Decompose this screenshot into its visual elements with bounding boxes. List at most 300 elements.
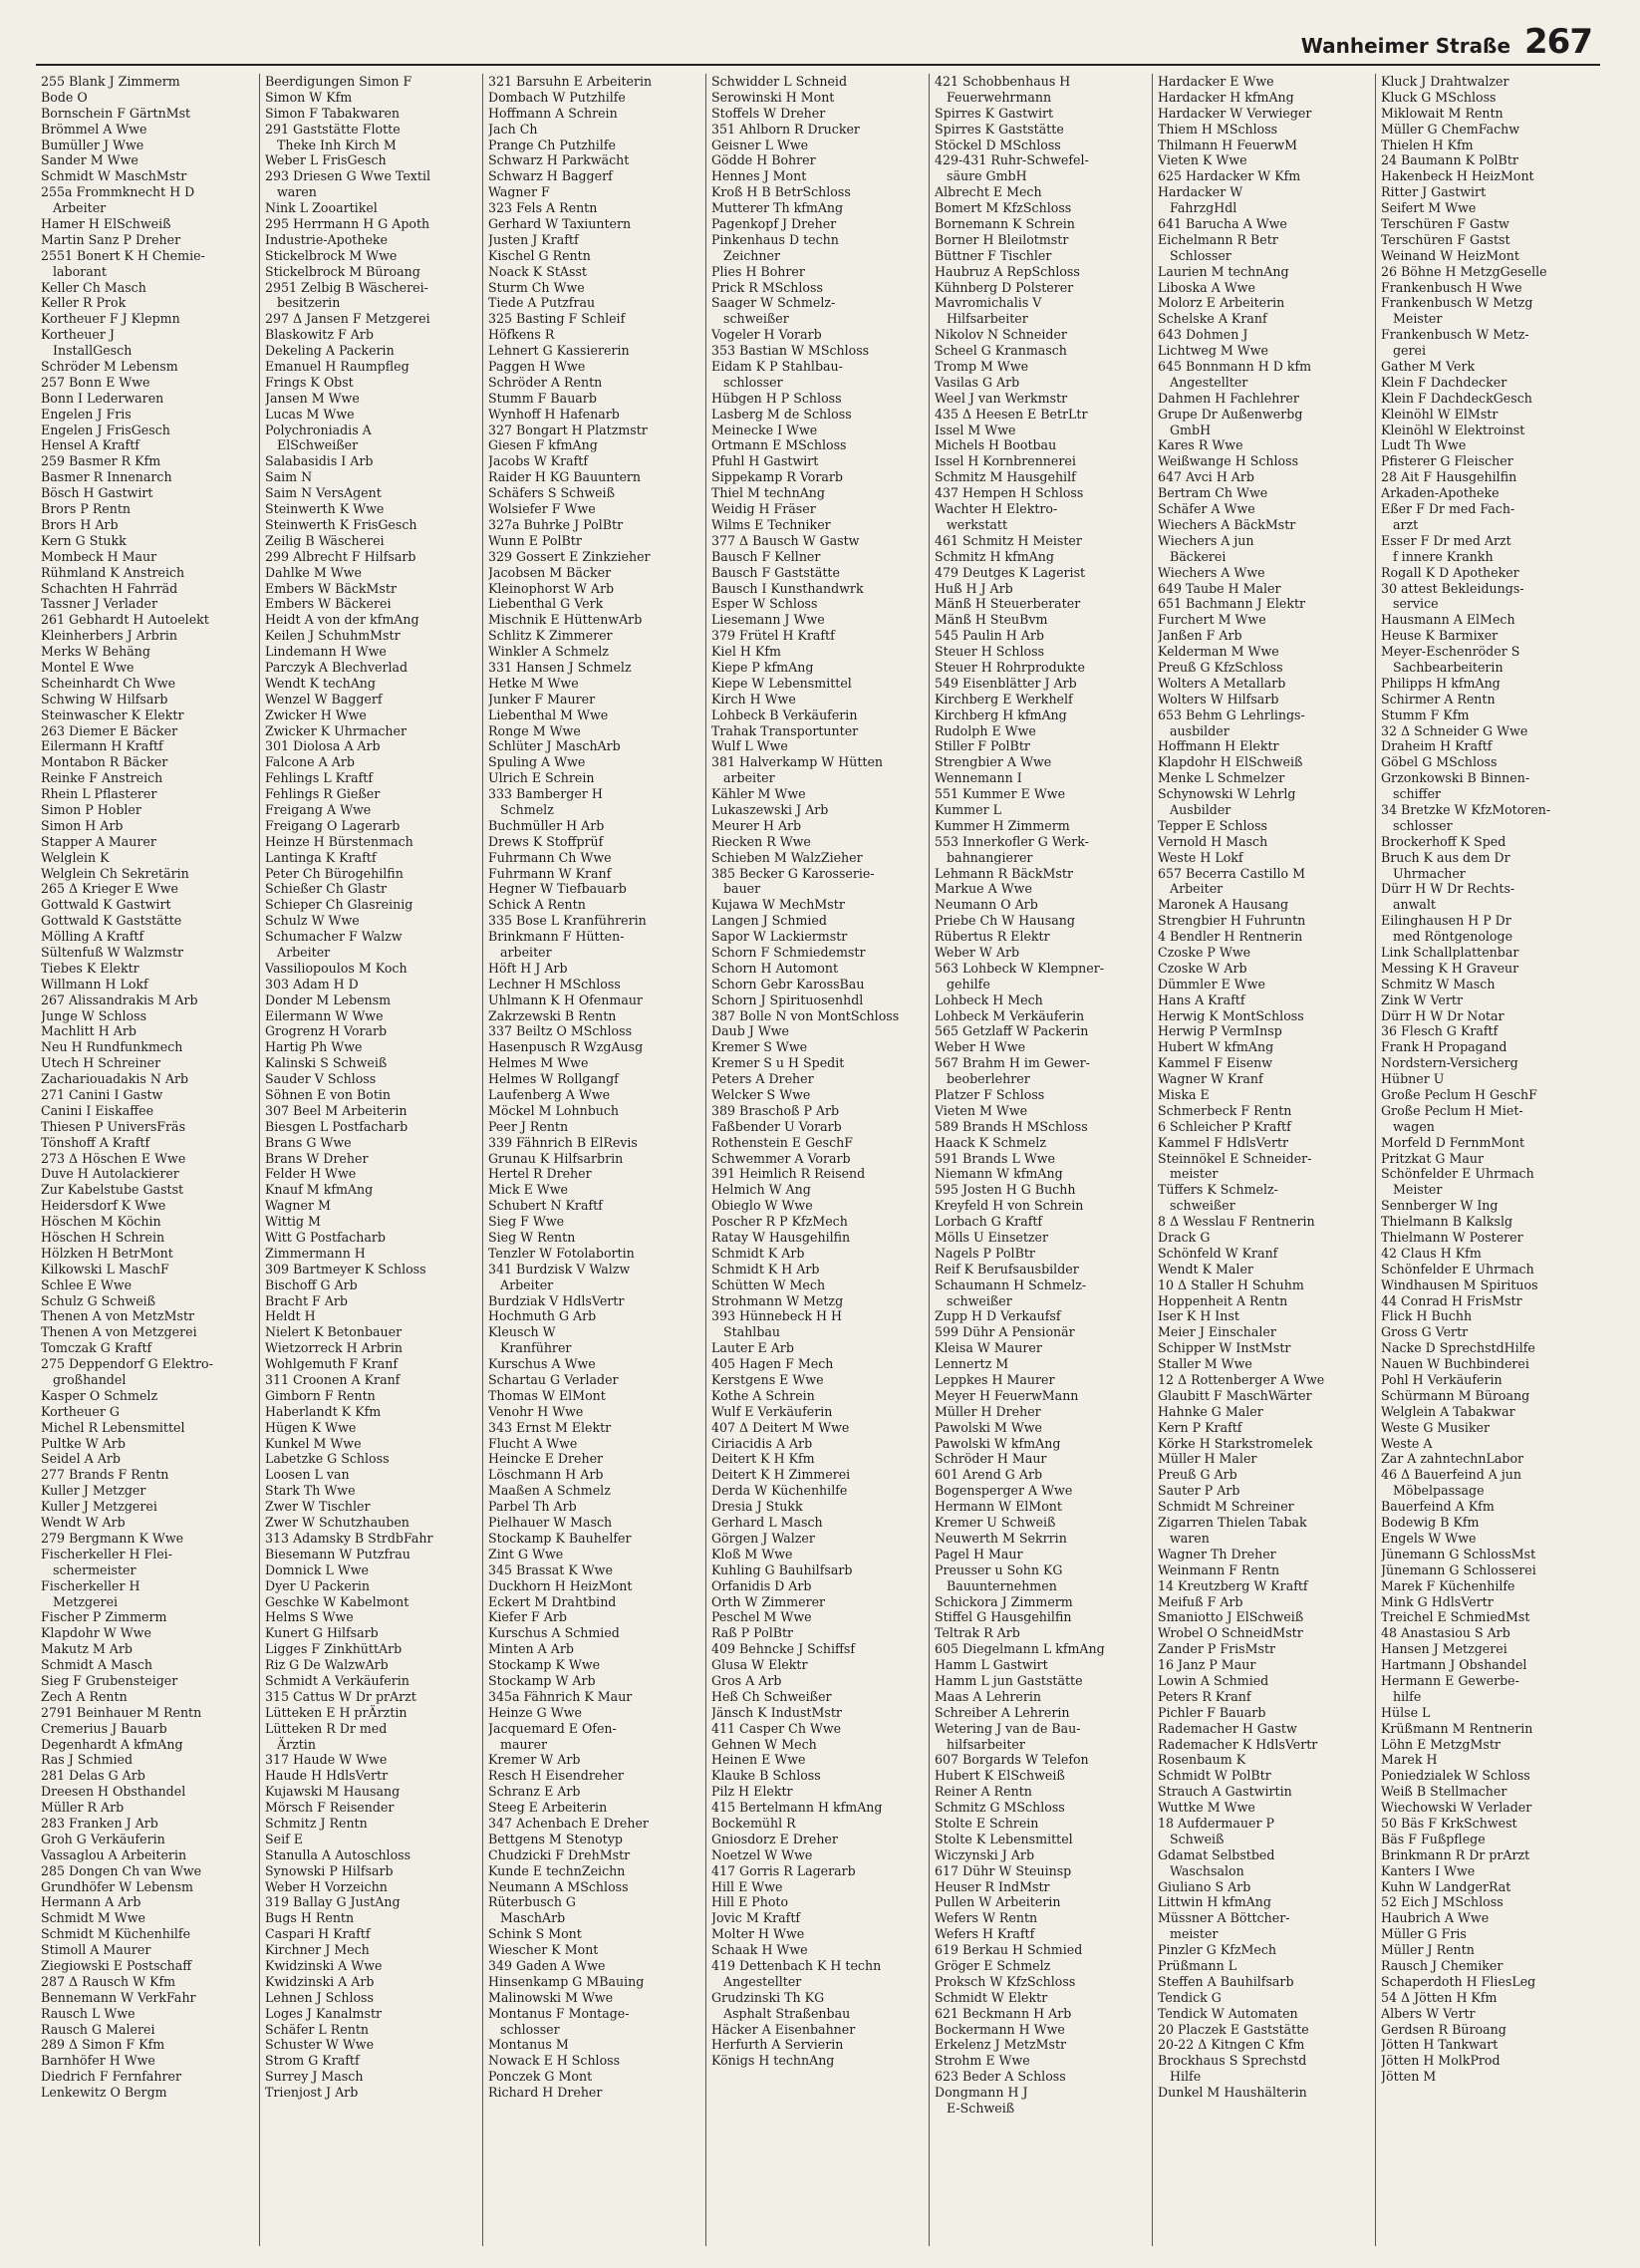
directory-entry: Parczyk A Blechverlad bbox=[265, 659, 409, 675]
directory-entry: Weißwange H Schloss bbox=[1158, 453, 1299, 469]
directory-entry: Helmich W Ang bbox=[711, 1182, 811, 1198]
directory-entry: Wiechers A jun bbox=[1158, 532, 1254, 548]
directory-entry: Zakrzewski B Rentn bbox=[488, 1007, 617, 1023]
directory-entry: Jötten H MolkProd bbox=[1381, 2053, 1501, 2069]
directory-entry: 24 Baumann K PolBtr bbox=[1381, 152, 1518, 168]
directory-entry: Martin Sanz P Dreher bbox=[41, 231, 181, 247]
directory-entry: Dreesen H Obsthandel bbox=[41, 1784, 186, 1800]
directory-entry: Kujawski M Hausang bbox=[265, 1784, 401, 1800]
directory-entry: Kuller J Metzgerei bbox=[41, 1499, 157, 1515]
directory-entry: Fischer P Zimmerm bbox=[41, 1609, 167, 1625]
directory-entry: 4 Bendler H Rentnerin bbox=[1158, 929, 1303, 945]
directory-entry: Czoske W Arb bbox=[1158, 960, 1247, 976]
directory-entry: Issel H Kornbrennerei bbox=[935, 453, 1076, 469]
directory-entry: Menke L Schmelzer bbox=[1158, 770, 1285, 786]
directory-entry: Degenhardt A kfmAng bbox=[41, 1736, 183, 1752]
directory-entry: Miska E bbox=[1158, 1087, 1210, 1102]
directory-entry: Kummer H Zimmerm bbox=[935, 817, 1070, 833]
directory-entry: Kroß H B BetrSchloss bbox=[711, 184, 851, 200]
directory-entry: Hertel R Dreher bbox=[488, 1166, 592, 1182]
directory-entry: FahrzgHdl bbox=[1170, 200, 1237, 216]
directory-entry: Wagner W Kranf bbox=[1158, 1071, 1263, 1087]
directory-entry: Weber L FrisGesch bbox=[265, 152, 387, 168]
directory-entry: Hamer H ElSchweiß bbox=[41, 216, 171, 232]
directory-entry: Mombeck H Maur bbox=[41, 548, 157, 564]
directory-entry: Schranz E Arb bbox=[488, 1784, 581, 1800]
directory-entry: Bettgens M Stenotyp bbox=[488, 1831, 623, 1846]
directory-entry: meister bbox=[1170, 1926, 1219, 1942]
directory-entry: 333 Bamberger H bbox=[488, 786, 603, 802]
directory-entry: 329 Gossert E Zinkzieher bbox=[488, 548, 651, 564]
directory-entry: Freigang O Lagerarb bbox=[265, 817, 401, 833]
directory-entry: Eilinghausen H P Dr bbox=[1381, 913, 1511, 929]
directory-entry: Theke Inh Kirch M bbox=[277, 137, 397, 152]
directory-entry: Zur Kabelstube Gastst bbox=[41, 1182, 184, 1198]
directory-entry: 435 Δ Heesen E BetrLtr bbox=[935, 406, 1088, 422]
directory-entry: 14 Kreutzberg W Kraftf bbox=[1158, 1577, 1308, 1593]
directory-entry: Engels W Wwe bbox=[1381, 1530, 1477, 1546]
directory-entry: Steinwerth K FrisGesch bbox=[265, 516, 417, 532]
directory-entry: Windhausen M Spirituos bbox=[1381, 1276, 1538, 1292]
directory-entry: Schönfelder E Uhrmach bbox=[1381, 1261, 1534, 1276]
directory-entry: Kares R Wwe bbox=[1158, 437, 1243, 453]
directory-entry: Faßbender U Vorarb bbox=[711, 1118, 842, 1134]
directory-entry: Orfanidis D Arb bbox=[711, 1577, 812, 1593]
directory-entry: schweißer bbox=[723, 311, 789, 327]
directory-entry: Tepper E Schloss bbox=[1158, 817, 1267, 833]
directory-entry: Flucht A Wwe bbox=[488, 1435, 578, 1451]
directory-entry: Wiechers A Wwe bbox=[1158, 564, 1265, 580]
directory-entry: Simon P Hobler bbox=[41, 801, 141, 817]
directory-entry: Sapor W Lackiermstr bbox=[711, 929, 848, 945]
directory-entry: Jansen M Wwe bbox=[265, 390, 360, 406]
directory-entry: besitzerin bbox=[277, 295, 341, 311]
directory-entry: Rübertus R Elektr bbox=[935, 929, 1050, 945]
header-rule bbox=[36, 64, 1600, 66]
directory-entry: 545 Paulin H Arb bbox=[935, 628, 1044, 644]
directory-entry: 291 Gaststätte Flotte bbox=[265, 121, 401, 137]
directory-entry: Bonn I Lederwaren bbox=[41, 390, 164, 406]
directory-entry: Utech H Schreiner bbox=[41, 1055, 161, 1071]
directory-entry: Mörsch F Reisender bbox=[265, 1800, 395, 1816]
directory-entry: 293 Driesen G Wwe Textil bbox=[265, 168, 431, 184]
directory-entry: 20 Placzek E Gaststätte bbox=[1158, 2021, 1309, 2037]
directory-entry: Schieper Ch Glasreinig bbox=[265, 897, 413, 913]
directory-entry: Pawolski M Wwe bbox=[935, 1419, 1043, 1435]
directory-entry: Thielmann B Kalkslg bbox=[1381, 1214, 1513, 1230]
directory-entry: Hermann A Arb bbox=[41, 1894, 141, 1910]
directory-entry: Esser F Dr med Arzt bbox=[1381, 532, 1511, 548]
directory-entry: Gather M Verk bbox=[1381, 359, 1476, 375]
directory-entry: 647 Avci H Arb bbox=[1158, 469, 1254, 485]
directory-entry: 349 Gaden A Wwe bbox=[488, 1957, 606, 1973]
directory-entry: Sauder V Schloss bbox=[265, 1071, 377, 1087]
directory-entry: Wiechers A BäckMstr bbox=[1158, 516, 1296, 532]
directory-entry: Hardacker E Wwe bbox=[1158, 74, 1274, 89]
directory-entry: 255a Frommknecht H D bbox=[41, 184, 195, 200]
directory-entry: Platzer F Schloss bbox=[935, 1087, 1045, 1102]
directory-entry: 387 Bolle N von MontSchloss bbox=[711, 1007, 900, 1023]
directory-entry: Sauter P Arb bbox=[1158, 1483, 1240, 1499]
directory-entry: Mänß H SteuBvm bbox=[935, 612, 1048, 628]
directory-entry: Zwer W Schutzhauben bbox=[265, 1515, 410, 1531]
directory-entry: Hochmuth G Arb bbox=[488, 1308, 597, 1324]
directory-entry: 28 Ait F Hausgehilfin bbox=[1381, 469, 1517, 485]
directory-entry: Iser K H Inst bbox=[1158, 1308, 1239, 1324]
directory-entry: Thielmann W Posterer bbox=[1381, 1230, 1523, 1246]
directory-entry: Schmitz W Masch bbox=[1381, 976, 1496, 992]
directory-entry: Neumann A MSchloss bbox=[488, 1878, 629, 1894]
directory-entry: Hübgen H P Schloss bbox=[711, 390, 842, 406]
directory-entry: 32 Δ Schneider G Wwe bbox=[1381, 722, 1528, 738]
directory-entry: 553 Innerkofler G Werk- bbox=[935, 833, 1089, 849]
directory-entry: Hermann E Gewerbe- bbox=[1381, 1672, 1519, 1688]
directory-entry: Schmidt W PolBtr bbox=[1158, 1768, 1271, 1784]
directory-entry: Vassaglou A Arbeiterin bbox=[41, 1846, 187, 1862]
directory-entry: Görgen J Walzer bbox=[711, 1530, 815, 1546]
directory-entry: Stolte K Lebensmittel bbox=[935, 1831, 1073, 1846]
directory-entry: Eichelmann R Betr bbox=[1158, 231, 1278, 247]
directory-entry: Kloß M Wwe bbox=[711, 1546, 793, 1561]
directory-entry: Brans W Dreher bbox=[265, 1150, 369, 1166]
directory-entry: Albers W Vertr bbox=[1381, 2005, 1476, 2021]
directory-entry: 311 Croonen A Kranf bbox=[265, 1372, 401, 1388]
directory-entry: Orth W Zimmerer bbox=[711, 1593, 826, 1609]
directory-entry: Diedrich F Fernfahrer bbox=[41, 2069, 182, 2085]
directory-entry: ElSchweißer bbox=[277, 437, 359, 453]
directory-entry: Wennemann I bbox=[935, 770, 1022, 786]
directory-entry: Wietzorreck H Arbrin bbox=[265, 1340, 403, 1356]
directory-entry: Terschüren F Gastw bbox=[1381, 216, 1509, 232]
directory-entry: Kleinöhl W Elektroinst bbox=[1381, 422, 1525, 437]
directory-entry: Dekeling A Packerin bbox=[265, 343, 395, 359]
directory-entry: Frankenbusch W Metz- bbox=[1381, 327, 1529, 343]
directory-entry: wagen bbox=[1393, 1118, 1435, 1134]
directory-entry: 30 attest Bekleidungs- bbox=[1381, 580, 1524, 596]
directory-entry: 417 Gorris R Lagerarb bbox=[711, 1862, 856, 1878]
directory-entry: Gerdsen R Büroang bbox=[1381, 2021, 1506, 2037]
directory-entry: Schlee E Wwe bbox=[41, 1276, 133, 1292]
directory-entry: Obieglo W Wwe bbox=[711, 1198, 813, 1214]
directory-entry: Engelen J FrisGesch bbox=[41, 422, 170, 437]
directory-entry: schlosser bbox=[500, 2021, 560, 2037]
directory-entry: Bornschein F GärtnMst bbox=[41, 105, 191, 121]
directory-entry: schermeister bbox=[53, 1561, 137, 1577]
directory-entry: Wolsiefer F Wwe bbox=[488, 501, 596, 517]
directory-entry: 415 Bertelmann H kfmAng bbox=[711, 1800, 883, 1816]
directory-entry: 335 Bose L Kranführerin bbox=[488, 913, 647, 929]
directory-entry: Schartau G Verlader bbox=[488, 1372, 619, 1388]
directory-entry: Weber H Wwe bbox=[935, 1039, 1026, 1055]
directory-entry: Gehnen W Mech bbox=[711, 1736, 817, 1752]
directory-entry: Seifert M Wwe bbox=[1381, 200, 1477, 216]
directory-entry: Rhein L Pflasterer bbox=[41, 786, 157, 802]
directory-column bbox=[705, 74, 929, 2246]
directory-entry: Caspari H Kraftf bbox=[265, 1926, 371, 1942]
directory-entry: Bogensperger A Wwe bbox=[935, 1483, 1073, 1499]
directory-entry: 44 Conrad H FrisMstr bbox=[1381, 1292, 1522, 1308]
directory-entry: Hilfe bbox=[1170, 2069, 1202, 2085]
directory-entry: Loosen L van bbox=[265, 1467, 350, 1483]
directory-entry: Kortheuer J bbox=[41, 327, 115, 343]
directory-entry: Scheel G Kranmasch bbox=[935, 343, 1067, 359]
directory-entry: Rothenstein E GeschF bbox=[711, 1134, 853, 1150]
directory-entry: Arkaden-Apotheke bbox=[1381, 485, 1500, 501]
directory-entry: Kühnberg D Polsterer bbox=[935, 279, 1074, 295]
directory-entry: Heincke E Dreher bbox=[488, 1451, 604, 1467]
directory-entry: Schmidt K Arb bbox=[711, 1245, 805, 1261]
directory-entry: Kurschus A Schmied bbox=[488, 1625, 620, 1641]
directory-entry: Nacke D SprechstdHilfe bbox=[1381, 1340, 1535, 1356]
directory-entry: Czoske P Wwe bbox=[1158, 944, 1251, 960]
directory-entry: anwalt bbox=[1393, 897, 1436, 913]
directory-column bbox=[1375, 74, 1598, 2246]
directory-entry: Sieg W Rentn bbox=[488, 1230, 576, 1246]
directory-entry: Schmitz H kfmAng bbox=[935, 548, 1054, 564]
directory-entry: Peter Ch Bürogehilfin bbox=[265, 865, 404, 881]
directory-entry: 353 Bastian W MSchloss bbox=[711, 343, 870, 359]
directory-entry: Huß H J Arb bbox=[935, 580, 1013, 596]
directory-entry: Kammel F Eisenw bbox=[1158, 1055, 1273, 1071]
directory-entry: Haude H HdlsVertr bbox=[265, 1768, 389, 1784]
directory-entry: Ludt Th Wwe bbox=[1381, 437, 1467, 453]
directory-entry: Mischnik E HüttenwArb bbox=[488, 612, 643, 628]
directory-entry: 261 Gebhardt H Autoelekt bbox=[41, 612, 209, 628]
directory-entry: Hahnke G Maler bbox=[1158, 1403, 1263, 1419]
directory-entry: Junker F Maurer bbox=[488, 691, 596, 707]
directory-entry: 327 Bongart H Platzmstr bbox=[488, 422, 648, 437]
directory-entry: Neuwerth M Sekrrin bbox=[935, 1530, 1067, 1546]
directory-entry: Brockhaus S Sprechstd bbox=[1158, 2053, 1307, 2069]
directory-entry: Noack K StAsst bbox=[488, 263, 587, 279]
directory-entry: 26 Böhne H MetzgGeselle bbox=[1381, 263, 1547, 279]
directory-entry: Stoffels W Dreher bbox=[711, 105, 826, 121]
directory-entry: 313 Adamsky B StrdbFahr bbox=[265, 1530, 433, 1546]
directory-entry: Jänsch K IndustMstr bbox=[711, 1704, 842, 1720]
directory-entry: Wendt K techAng bbox=[265, 675, 376, 691]
directory-entry: Malinowski M Wwe bbox=[488, 1989, 614, 2005]
directory-entry: Kranführer bbox=[500, 1340, 572, 1356]
directory-entry: Kunert G Hilfsarb bbox=[265, 1625, 379, 1641]
directory-entry: 46 Δ Bauerfeind A jun bbox=[1381, 1467, 1522, 1483]
directory-entry: Arbeiter bbox=[500, 1276, 554, 1292]
directory-entry: Stark Th Wwe bbox=[265, 1483, 356, 1499]
directory-entry: Bennemann W VerkFahr bbox=[41, 1989, 196, 2005]
directory-entry: Schickora J Zimmerm bbox=[935, 1593, 1073, 1609]
directory-entry: Dahmen H Fachlehrer bbox=[1158, 390, 1299, 406]
directory-entry: Deitert K H Kfm bbox=[711, 1451, 815, 1467]
directory-entry: Helmes M Wwe bbox=[488, 1055, 589, 1071]
directory-entry: Stahlbau bbox=[723, 1324, 781, 1340]
directory-entry: Klapdohr W Wwe bbox=[41, 1625, 151, 1641]
directory-entry: 6 Schleicher P Kraftf bbox=[1158, 1118, 1291, 1134]
directory-entry: Meifuß F Arb bbox=[1158, 1593, 1243, 1609]
directory-entry: Fuhrmann W Kranf bbox=[488, 865, 612, 881]
directory-entry: Pilz H Elektr bbox=[711, 1784, 793, 1800]
directory-entry: Albrecht E Mech bbox=[935, 184, 1042, 200]
directory-entry: Labetzke G Schloss bbox=[265, 1451, 390, 1467]
directory-entry: Schmidt M Küchenhilfe bbox=[41, 1926, 191, 1942]
directory-entry: 605 Diegelmann L kfmAng bbox=[935, 1641, 1105, 1657]
directory-entry: Simon H Arb bbox=[41, 817, 124, 833]
directory-entry: Brors H Arb bbox=[41, 516, 119, 532]
directory-entry: Lehnen J Schloss bbox=[265, 1989, 374, 2005]
directory-entry: Treichel E SchmiedMst bbox=[1381, 1609, 1530, 1625]
directory-entry: 36 Flesch G Kraftf bbox=[1381, 1023, 1499, 1039]
directory-entry: Canini I Eiskaffee bbox=[41, 1102, 154, 1118]
directory-entry: Schweiß bbox=[1170, 1831, 1225, 1846]
directory-entry: Ronge M Wwe bbox=[488, 722, 581, 738]
directory-entry: Frank H Propagand bbox=[1381, 1039, 1507, 1055]
directory-entry: 283 Franken J Arb bbox=[41, 1815, 158, 1831]
directory-entry: 277 Brands F Rentn bbox=[41, 1467, 169, 1483]
directory-entry: Schmidt M Schreiner bbox=[1158, 1499, 1294, 1515]
directory-entry: Trahak Transportunter bbox=[711, 722, 859, 738]
directory-entry: 315 Cattus W Dr prArzt bbox=[265, 1688, 416, 1704]
directory-entry: Hölzken H BetrMont bbox=[41, 1245, 173, 1261]
directory-entry: Ligges F ZinkhüttArb bbox=[265, 1641, 403, 1657]
directory-entry: Müller R Arb bbox=[41, 1800, 125, 1816]
directory-entry: Stolte E Schrein bbox=[935, 1815, 1039, 1831]
directory-entry: 52 Eich J MSchloss bbox=[1381, 1894, 1503, 1910]
directory-entry: Schaak H Wwe bbox=[711, 1942, 808, 1958]
directory-entry: Zech A Rentn bbox=[41, 1688, 128, 1704]
directory-entry: Preusser u Sohn KG bbox=[935, 1561, 1063, 1577]
directory-entry: Hubert K ElSchweiß bbox=[935, 1768, 1065, 1784]
directory-entry: 411 Casper Ch Wwe bbox=[711, 1720, 842, 1736]
directory-entry: Rosenbaum K bbox=[1158, 1752, 1246, 1768]
directory-entry: Keller Ch Masch bbox=[41, 279, 146, 295]
directory-entry: Zink W Vertr bbox=[1381, 992, 1463, 1007]
directory-entry: Gerhard W Taxiuntern bbox=[488, 216, 632, 232]
directory-entry: Molter H Wwe bbox=[711, 1926, 805, 1942]
directory-entry: Steinwerth K Wwe bbox=[265, 501, 385, 517]
directory-entry: Bausch F Gaststätte bbox=[711, 564, 840, 580]
directory-entry: Zander P FrisMstr bbox=[1158, 1641, 1276, 1657]
directory-entry: Müller G Fris bbox=[1381, 1926, 1467, 1942]
directory-entry: Schwarz H Baggerf bbox=[488, 168, 613, 184]
directory-entry: Witt G Postfacharb bbox=[265, 1230, 386, 1246]
directory-entry: 2791 Beinhauer M Rentn bbox=[41, 1704, 202, 1720]
directory-entry: Stiffel G Hausgehilfin bbox=[935, 1609, 1072, 1625]
directory-entry: Nielert K Betonbauer bbox=[265, 1324, 403, 1340]
directory-entry: Lennertz M bbox=[935, 1356, 1009, 1372]
directory-entry: Maas A Lehrerin bbox=[935, 1688, 1042, 1704]
directory-entry: Steuer H Schloss bbox=[935, 644, 1045, 660]
directory-entry: Eckert M Drahtbind bbox=[488, 1593, 617, 1609]
directory-entry: Königs H technAng bbox=[711, 2053, 835, 2069]
directory-entry: Laufenberg A Wwe bbox=[488, 1087, 611, 1102]
directory-entry: Stimoll A Maurer bbox=[41, 1942, 151, 1958]
directory-entry: Marek F Küchenhilfe bbox=[1381, 1577, 1515, 1593]
directory-entry: gerei bbox=[1393, 343, 1427, 359]
directory-entry: Hardacker W Verwieger bbox=[1158, 105, 1312, 121]
directory-entry: Wittig M bbox=[265, 1214, 321, 1230]
directory-entry: Arbeiter bbox=[1170, 881, 1224, 897]
directory-entry: Heinen E Wwe bbox=[711, 1752, 806, 1768]
directory-entry: Schubert N Kraftf bbox=[488, 1198, 603, 1214]
directory-entry: Schmidt A Masch bbox=[41, 1657, 153, 1673]
directory-entry: Cremerius J Bauarb bbox=[41, 1720, 167, 1736]
directory-entry: Esper W Schloss bbox=[711, 596, 818, 612]
directory-entry: Schmelz bbox=[500, 801, 554, 817]
directory-entry: Grupe Dr Außenwerbg bbox=[1158, 406, 1303, 422]
directory-entry: 34 Bretzke W KfzMotoren- bbox=[1381, 801, 1551, 817]
directory-entry: Drews K Stoffprüf bbox=[488, 833, 604, 849]
directory-entry: Hansen J Metzgerei bbox=[1381, 1641, 1507, 1657]
directory-entry: Heidt A von der kfmAng bbox=[265, 612, 419, 628]
directory-entry: Sachbearbeiterin bbox=[1393, 659, 1503, 675]
directory-entry: Peters R Kranf bbox=[1158, 1688, 1251, 1704]
directory-entry: Meurer H Arb bbox=[711, 817, 802, 833]
directory-entry: Bertram Ch Wwe bbox=[1158, 485, 1268, 501]
directory-entry: Steuer H Rohrprodukte bbox=[935, 659, 1085, 675]
directory-entry: Merks W Behäng bbox=[41, 644, 150, 660]
directory-entry: Liboska A Wwe bbox=[1158, 279, 1255, 295]
directory-entry: Brans G Wwe bbox=[265, 1134, 352, 1150]
directory-entry: 339 Fähnrich B ElRevis bbox=[488, 1134, 638, 1150]
directory-entry: Poniedzialek W Schloss bbox=[1381, 1768, 1530, 1784]
directory-entry: beoberlehrer bbox=[947, 1071, 1030, 1087]
directory-entry: Eilermann W Wwe bbox=[265, 1007, 384, 1023]
directory-entry: Neumann O Arb bbox=[935, 897, 1038, 913]
directory-entry: 617 Dühr W Steuinsp bbox=[935, 1862, 1072, 1878]
directory-entry: Wetering J van de Bau- bbox=[935, 1720, 1081, 1736]
directory-entry: 393 Hünnebeck H H bbox=[711, 1308, 842, 1324]
directory-entry: 285 Dongen Ch van Wwe bbox=[41, 1862, 202, 1878]
directory-entry: Brors P Rentn bbox=[41, 501, 132, 517]
directory-entry: Bauunternehmen bbox=[947, 1577, 1057, 1593]
directory-entry: Kwidzinski A Wwe bbox=[265, 1957, 383, 1973]
directory-entry: Bode O bbox=[41, 89, 88, 105]
directory-entry: 589 Brands H MSchloss bbox=[935, 1118, 1088, 1134]
directory-entry: 649 Taube H Maler bbox=[1158, 580, 1281, 596]
directory-entry: bauer bbox=[723, 881, 761, 897]
directory-entry: Waschsalon bbox=[1170, 1862, 1244, 1878]
directory-entry: 257 Bonn E Wwe bbox=[41, 374, 150, 390]
directory-entry: schlosser bbox=[723, 374, 783, 390]
directory-entry: Schlitz K Zimmerer bbox=[488, 628, 613, 644]
directory-entry: 265 Δ Krieger E Wwe bbox=[41, 881, 178, 897]
directory-entry: 419 Dettenbach K H techn bbox=[711, 1957, 882, 1973]
directory-entry: Weiß B Stellmacher bbox=[1381, 1784, 1507, 1800]
directory-entry: 549 Eisenblätter J Arb bbox=[935, 675, 1077, 691]
directory-entry: Justen J Kraftf bbox=[488, 231, 579, 247]
directory-entry: Drack G bbox=[1158, 1230, 1211, 1246]
directory-entry: Industrie-Apotheke bbox=[265, 231, 388, 247]
directory-entry: 345 Brassat K Wwe bbox=[488, 1561, 613, 1577]
directory-entry: Welglein Ch Sekretärin bbox=[41, 865, 189, 881]
directory-entry: Gerhard L Masch bbox=[711, 1515, 823, 1531]
directory-entry: Frankenbusch H Wwe bbox=[1381, 279, 1522, 295]
directory-entry: Pagenkopf J Dreher bbox=[711, 216, 837, 232]
directory-entry: Kortheuer F J Klepmn bbox=[41, 311, 180, 327]
directory-entry: Schmidt M Wwe bbox=[41, 1910, 145, 1926]
directory-entry: maurer bbox=[500, 1736, 548, 1752]
directory-entry: Hügen K Wwe bbox=[265, 1419, 357, 1435]
directory-entry: Zwicker K Uhrmacher bbox=[265, 722, 407, 738]
directory-entry: Schmidt W MaschMstr bbox=[41, 168, 187, 184]
directory-entry: 625 Hardacker W Kfm bbox=[1158, 168, 1301, 184]
directory-entry: Kwidzinski A Arb bbox=[265, 1973, 375, 1989]
directory-entry: Bumüller J Wwe bbox=[41, 137, 144, 152]
directory-entry: Geschke W Kabelmont bbox=[265, 1593, 410, 1609]
directory-entry: Lütteken E H prÄrztin bbox=[265, 1704, 408, 1720]
directory-entry: Welglein K bbox=[41, 849, 110, 865]
directory-entry: Müller G ChemFachw bbox=[1381, 121, 1520, 137]
directory-entry: Gniosdorz E Dreher bbox=[711, 1831, 838, 1846]
directory-entry: Sturm Ch Wwe bbox=[488, 279, 585, 295]
